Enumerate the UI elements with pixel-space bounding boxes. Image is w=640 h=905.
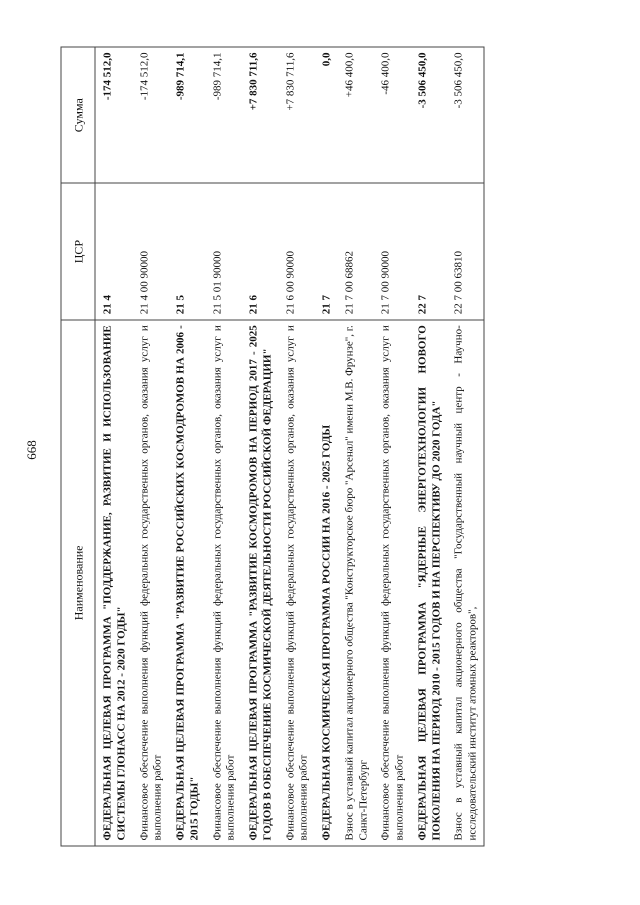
row-code: 21 7 00 90000 — [374, 183, 411, 319]
row-code: 21 5 01 90000 — [205, 183, 242, 319]
header-sum: Сумма — [61, 47, 95, 183]
table-header-row — [61, 47, 95, 846]
row-name: Взнос в уставный капитал акционерного общества "Государственный научный центр - Научно-исследовательский институт атомных реакторов", — [447, 320, 484, 846]
row-code: 22 7 — [410, 183, 447, 319]
table-row — [374, 47, 411, 846]
row-sum: -174 512,0 — [95, 47, 132, 183]
row-code: 21 6 00 90000 — [278, 183, 315, 319]
header-code: ЦСР — [61, 183, 95, 319]
table-row — [205, 47, 242, 846]
table-row — [132, 47, 169, 846]
row-sum: +46 400,0 — [337, 47, 374, 183]
row-code: 21 4 — [95, 183, 132, 319]
table-row — [169, 47, 206, 846]
row-name: ФЕДЕРАЛЬНАЯ ЦЕЛЕВАЯ ПРОГРАММА "ПОДДЕРЖАНИЕ, РАЗВИТИЕ И ИСПОЛЬЗОВАНИЕ СИСТЕМЫ ГЛОНАСС НА 2012 - 2020 ГОДЫ" — [95, 320, 132, 846]
header-name: Наименование — [61, 320, 95, 846]
table-row — [337, 47, 374, 846]
row-sum: -3 506 450,0 — [410, 47, 447, 183]
table-row — [315, 47, 338, 846]
row-code: 21 5 — [169, 183, 206, 319]
row-sum: -989 714,1 — [205, 47, 242, 183]
row-name: Взнос в уставный капитал акционерного общества "Конструкторское бюро "Арсенал" имени М.В. Фрунзе", г. Санкт-Петербург — [337, 320, 374, 846]
row-name: ФЕДЕРАЛЬНАЯ ЦЕЛЕВАЯ ПРОГРАММА "ЯДЕРНЫЕ ЭНЕРГОТЕХНОЛОГИИ НОВОГО ПОКОЛЕНИЯ НА ПЕРИОД 2010 - 2015 ГОДОВ И НА ПЕРСПЕКТИВУ ДО 2020 ГОДА" — [410, 320, 447, 846]
row-name: ФЕДЕРАЛЬНАЯ ЦЕЛЕВАЯ ПРОГРАММА "РАЗВИТИЕ КОСМОДРОМОВ НА ПЕРИОД 2017 - 2025 ГОДОВ В ОБЕСПЕЧЕНИЕ КОСМИЧЕСКОЙ ДЕЯТЕЛЬНОСТИ РОССИЙСКОЙ ФЕДЕРАЦИИ" — [242, 320, 279, 846]
page-number: 668 — [24, 440, 39, 460]
row-name: Финансовое обеспечение выполнения функций федеральных государственных органов, оказания услуг и выполнения работ — [374, 320, 411, 846]
row-sum: -46 400,0 — [374, 47, 411, 183]
row-name: Финансовое обеспечение выполнения функций федеральных государственных органов, оказания услуг и выполнения работ — [278, 320, 315, 846]
row-sum: +7 830 711,6 — [242, 47, 279, 183]
table-row — [95, 47, 132, 846]
row-sum: 0,0 — [315, 47, 338, 183]
rotated-page-content — [61, 0, 621, 903]
row-code: 21 4 00 90000 — [132, 183, 169, 319]
table-row — [278, 47, 315, 846]
table-row — [447, 47, 484, 846]
table-row — [242, 47, 279, 846]
table-row — [410, 47, 447, 846]
table-body — [95, 47, 484, 846]
row-name: Финансовое обеспечение выполнения функций федеральных государственных органов, оказания услуг и выполнения работ — [132, 320, 169, 846]
row-sum: -174 512,0 — [132, 47, 169, 183]
row-code: 22 7 00 63810 — [447, 183, 484, 319]
row-name: ФЕДЕРАЛЬНАЯ КОСМИЧЕСКАЯ ПРОГРАММА РОССИИ НА 2016 - 2025 ГОДЫ — [315, 320, 338, 846]
row-sum: -3 506 450,0 — [447, 47, 484, 183]
row-code: 21 7 — [315, 183, 338, 319]
row-name: Финансовое обеспечение выполнения функций федеральных государственных органов, оказания услуг и выполнения работ — [205, 320, 242, 846]
row-sum: -989 714,1 — [169, 47, 206, 183]
row-name: ФЕДЕРАЛЬНАЯ ЦЕЛЕВАЯ ПРОГРАММА "РАЗВИТИЕ РОССИЙСКИХ КОСМОДРОМОВ НА 2006 - 2015 ГОДЫ" — [169, 320, 206, 846]
row-sum: +7 830 711,6 — [278, 47, 315, 183]
budget-table — [61, 47, 485, 847]
row-code: 21 6 — [242, 183, 279, 319]
row-code: 21 7 00 68862 — [337, 183, 374, 319]
